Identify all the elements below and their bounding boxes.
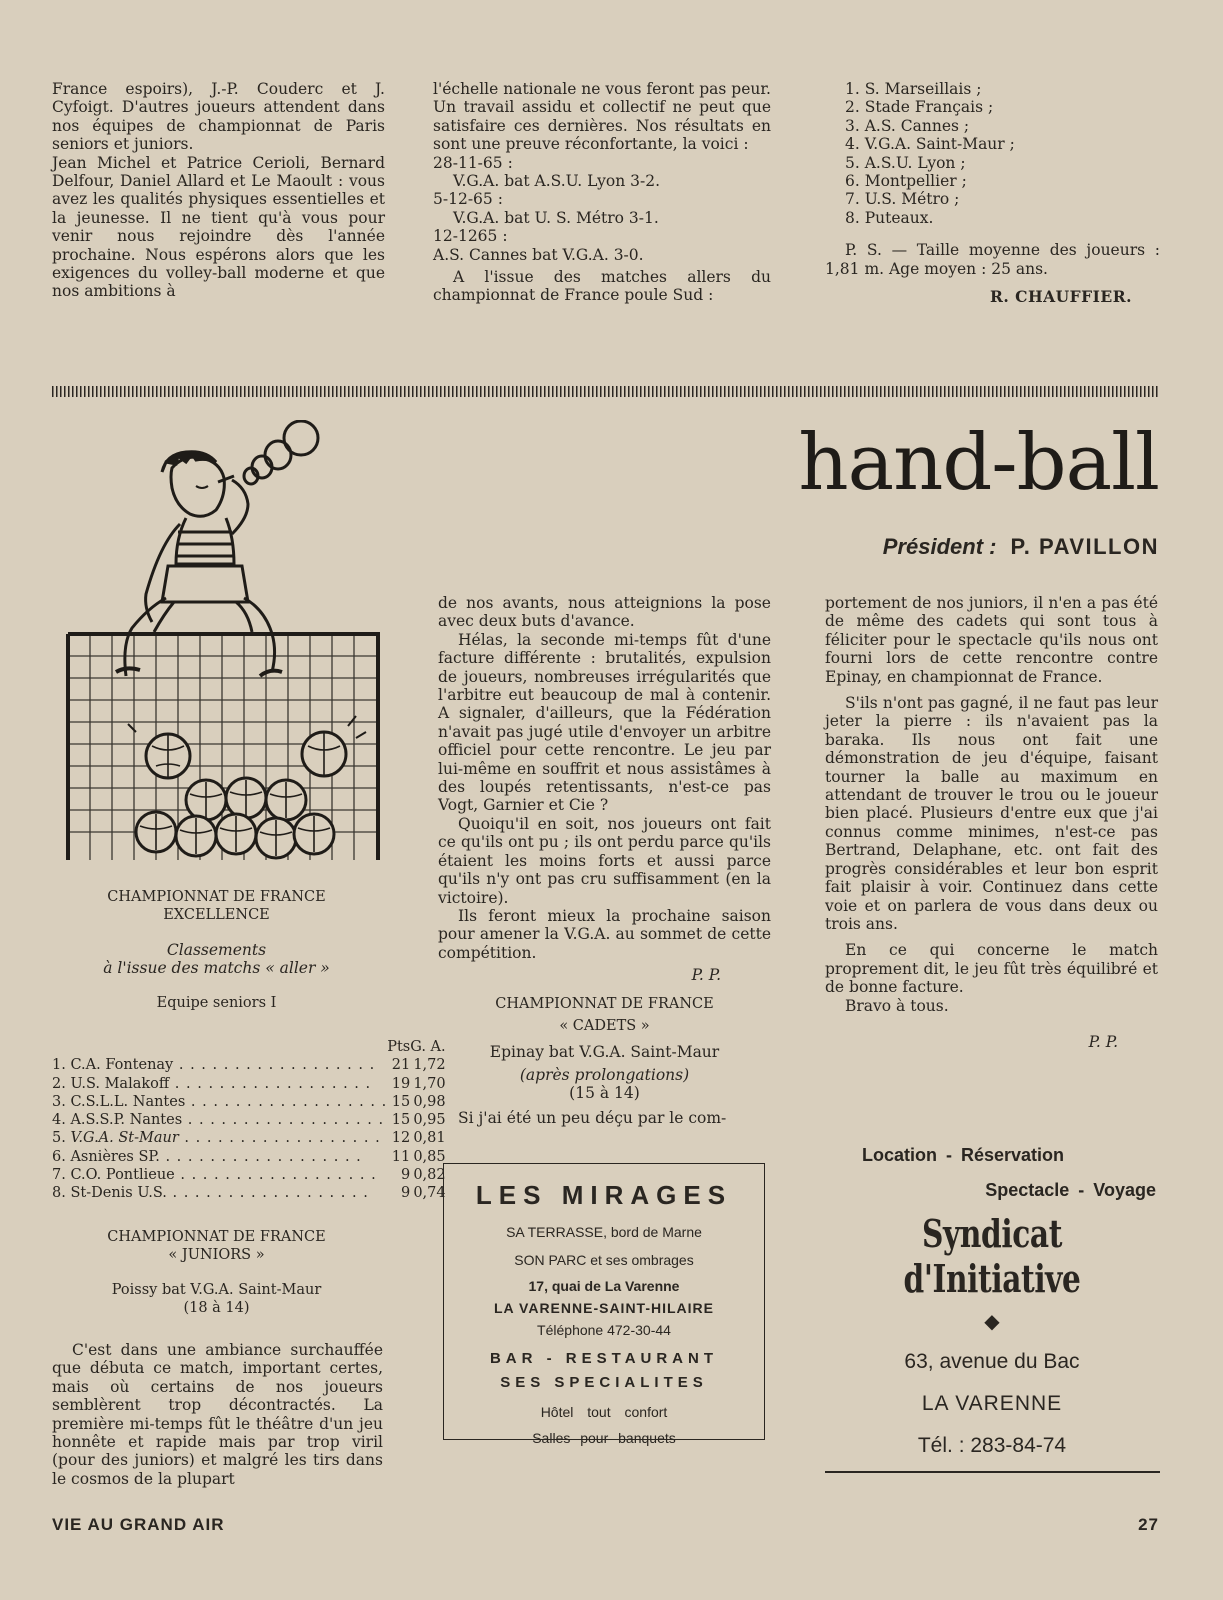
cadets-score: (15 à 14) xyxy=(569,1084,640,1103)
club-name: St-Denis U.S. xyxy=(70,1185,167,1202)
ad-mirages-phone: Téléphone 472-30-44 xyxy=(537,1322,671,1338)
ranking-item: 5. A.S.U. Lyon ; xyxy=(845,153,966,172)
table-row xyxy=(52,1166,446,1184)
ad-si-address: 63, avenue du Bac xyxy=(904,1350,1080,1373)
club-name: U.S. Malakoff xyxy=(70,1075,170,1092)
table-row xyxy=(52,1184,446,1202)
standings-table xyxy=(52,1038,446,1203)
points: 9 xyxy=(401,1185,411,1202)
goal-average: 0,82 xyxy=(413,1167,446,1184)
points: 11 xyxy=(391,1148,411,1165)
club-name: A.S.S.P. Nantes xyxy=(70,1112,183,1129)
ad-si-line-1: Location - Réservation xyxy=(862,1145,1065,1165)
cadets-result: Epinay bat V.G.A. Saint-Maur xyxy=(489,1043,720,1062)
ad-mirages-line: Salles pour banquets xyxy=(532,1430,676,1446)
top-signature: R. CHAUFFIER. xyxy=(989,287,1132,307)
ad-mirages-line: LA VARENNE-SAINT-HILAIRE xyxy=(494,1300,714,1316)
ad-mirages-line: SON PARC et ses ombrages xyxy=(514,1252,694,1268)
points: 9 xyxy=(401,1167,411,1184)
goal-average: 0,98 xyxy=(413,1093,446,1110)
ad-si-name: Syndicat d'Initiative xyxy=(903,1211,1081,1301)
right-column xyxy=(825,594,1158,1051)
ad-si-line-2: Spectacle - Voyage xyxy=(985,1180,1156,1200)
goal-average: 0,95 xyxy=(413,1112,446,1129)
ad-les-mirages xyxy=(443,1163,765,1446)
rank: 2. xyxy=(52,1075,66,1092)
ad-mirages-line: Hôtel tout confort xyxy=(540,1404,668,1420)
standings-subtitle-2: à l'issue des matchs « aller » xyxy=(103,959,330,978)
result-date-1: 28-11-65 : xyxy=(433,153,513,172)
ad-mirages-line: SA TERRASSE, bord de Marne xyxy=(506,1224,702,1240)
points: 15 xyxy=(391,1112,411,1129)
right-signature: P. P. xyxy=(1088,1032,1118,1051)
hatched-divider xyxy=(52,386,1158,397)
diamond-icon: ◆ xyxy=(984,1311,1000,1333)
ad-si-phone: Tél. : 283-84-74 xyxy=(917,1434,1067,1457)
result-line-1: V.G.A. bat A.S.U. Lyon 3-2. xyxy=(453,172,661,191)
ranking-item: 2. Stade Français ; xyxy=(845,98,994,117)
footer-publication: VIE AU GRAND AIR xyxy=(52,1515,225,1534)
ps-note: P. S. — Taille moyenne des joueurs : 1,81 m. Age moyen : 25 ans. xyxy=(825,241,1160,278)
goal-average: 1,72 xyxy=(413,1057,446,1074)
col-header-ga: G. A. xyxy=(410,1039,446,1055)
col-header-pts: Pts xyxy=(387,1039,411,1055)
result-line-2: V.G.A. bat U. S. Métro 3-1. xyxy=(453,208,659,227)
result-line-3: A.S. Cannes bat V.G.A. 3-0. xyxy=(433,245,644,264)
table-row xyxy=(52,1093,446,1111)
points: 21 xyxy=(391,1057,411,1074)
table-row xyxy=(52,1148,446,1166)
top-col1-para-2: Jean Michel et Patrice Cerioli, Bernard Delfour, Daniel Allard et Le Maoult : vous avez les qualités physiques essentielles et la jeunesse. Il ne tient qu'à vous pour venir nous rejoindre dès l'année prochaine. Nous espérons alors que les exigences du volley-ball moderne et que nos ambitions à xyxy=(52,153,385,301)
table-row xyxy=(52,1111,446,1129)
right-para-4: Bravo à tous. xyxy=(845,996,949,1015)
goal-average: 0,74 xyxy=(413,1185,446,1202)
ad-mirages-line: 17, quai de La Varenne xyxy=(528,1278,680,1294)
juniors-result: Poissy bat V.G.A. Saint-Maur xyxy=(111,1281,322,1298)
ad-mirages-name: LES MIRAGES xyxy=(475,1180,733,1210)
table-row xyxy=(52,1056,446,1074)
juniors-heading-1: CHAMPIONNAT DE FRANCE xyxy=(107,1229,326,1245)
top-column-2 xyxy=(433,80,771,305)
juniors-block xyxy=(50,1228,383,1318)
club-name: Asnières SP. xyxy=(70,1148,160,1165)
middle-column xyxy=(438,594,771,1127)
table-row xyxy=(52,1129,446,1147)
left-column xyxy=(50,888,383,1012)
president-name: P. PAVILLON xyxy=(1010,534,1159,559)
top-col2-intro: l'échelle nationale ne vous feront pas peur. Un travail assidu et collectif ne peut que satisfaire ces dernières. Nos résultats en sont une preuve réconfortante, la voici : xyxy=(433,80,771,154)
goal-average: 0,85 xyxy=(413,1148,446,1165)
middle-para-5: Si j'ai été un peu déçu par le com- xyxy=(458,1108,727,1127)
cadets-note: (après prolongations) xyxy=(519,1065,690,1084)
top-column-1 xyxy=(52,80,385,301)
club-name: C.S.L.L. Nantes xyxy=(70,1093,186,1110)
club-name: C.O. Pontlieue xyxy=(70,1167,175,1184)
top-column-3 xyxy=(825,80,1160,306)
rank: 7. xyxy=(52,1167,66,1184)
juniors-score: (18 à 14) xyxy=(183,1300,250,1317)
middle-signature: P. P. xyxy=(691,966,721,985)
rank: 5. xyxy=(52,1130,66,1147)
ad-mirages-line: BAR - RESTAURANT xyxy=(489,1350,719,1367)
handball-cartoon-illustration xyxy=(56,420,396,865)
ranking-item: 3. A.S. Cannes ; xyxy=(845,116,970,135)
ranking-item: 1. S. Marseillais ; xyxy=(845,80,982,98)
rank: 6. xyxy=(52,1148,66,1165)
page-number: 27 xyxy=(1138,1515,1159,1534)
right-para-3: En ce qui concerne le match proprement dit, le jeu fût très équilibré et de bonne facture. xyxy=(825,941,1158,997)
top-col2-outro: A l'issue des matches allers du championnat de France poule Sud : xyxy=(433,268,771,305)
rank: 3. xyxy=(52,1093,66,1110)
excellence-heading-2: EXCELLENCE xyxy=(163,907,270,924)
standings-subtitle-1: Classements xyxy=(166,940,267,959)
ranking-item: 6. Montpellier ; xyxy=(845,172,967,191)
team-label: Equipe seniors I xyxy=(156,994,277,1011)
top-col1-para-1: France espoirs), J.-P. Couderc et J. Cyfoigt. D'autres joueurs attendent dans nos équipes de championnat de Paris seniors et juniors. xyxy=(52,80,385,154)
cadets-heading-2: « CADETS » xyxy=(559,1017,650,1034)
excellence-heading-1: CHAMPIONNAT DE FRANCE xyxy=(107,889,326,905)
ranking-item: 8. Puteaux. xyxy=(845,208,934,227)
rank: 8. xyxy=(52,1185,66,1202)
middle-para-3: Quoiqu'il en soit, nos joueurs ont fait ce qu'ils ont pu ; ils ont perdu parce qu'ils étaient les moins forts et aussi parce qu'ils n'y ont pas cru suffisamment (en la victoire). xyxy=(438,814,771,907)
ad-divider-rule xyxy=(825,1471,1160,1473)
section-title: hand-ball xyxy=(798,418,1159,508)
club-name: C.A. Fontenay xyxy=(70,1057,174,1074)
club-name: V.G.A. St-Maur xyxy=(70,1130,179,1147)
result-date-3: 12-1265 : xyxy=(433,227,508,246)
rank: 1. xyxy=(52,1057,66,1074)
points: 12 xyxy=(391,1130,411,1147)
points: 15 xyxy=(391,1093,411,1110)
ad-mirages-line: SES SPECIALITES xyxy=(500,1374,708,1391)
ad-si-town: LA VARENNE xyxy=(921,1392,1063,1415)
ranking-item: 7. U.S. Métro ; xyxy=(845,190,960,209)
points: 19 xyxy=(391,1075,411,1092)
right-para-2: S'ils n'ont pas gagné, il ne faut pas leur jeter la pierre : ils n'avaient pas la baraka. Ils nous ont fait une démonstration de jeu d'équipe, faisant tourner la balle au maximum en attendant de trouver le trou ou le joueur bien placé. Plusieurs d'entre eux que j'ai connus comme minimes, n'est-ce pas Bertrand, Delaphane, etc. ont fait des progrès considérables et leur bon esprit fait plaisir à voir. Continuez dans cette voie et on parlera de vous dans deux ou trois ans. xyxy=(825,694,1158,933)
juniors-article xyxy=(52,1341,383,1488)
middle-para-1: de nos avants, nous atteignions la pose avec deux buts d'avance. xyxy=(438,594,771,631)
juniors-article-text: C'est dans une ambiance surchauffée que débuta ce match, important certes, mais où certains de nos joueurs semblèrent trop décontractés. La première mi-temps fût le théâtre d'un jeu honnête et rapide mais par trop viril (pour des juniors) et malgré les tirs dans le cosmos de la plupart xyxy=(52,1341,383,1488)
juniors-heading-2: « JUNIORS » xyxy=(168,1247,265,1264)
ranking-item: 4. V.G.A. Saint-Maur ; xyxy=(845,135,1015,154)
cadets-block xyxy=(438,995,771,1103)
result-date-2: 5-12-65 : xyxy=(433,190,503,209)
president-line xyxy=(883,534,1159,560)
standings-header-row xyxy=(52,1038,446,1056)
middle-para-2: Hélas, la seconde mi-temps fût d'une facture différente : brutalités, expulsion de joueurs, nombreuses irrégularités que l'arbitre eut beaucoup de mal à contenir. A signaler, d'ailleurs, que la Fédération n'avait pas jugé utile d'envoyer un arbitre officiel pour cette rencontre. Le jeu par lui-même en souffrit et nous assistâmes à des loupés retentissants, n'est-ce pas Vogt, Garnier et Cie ? xyxy=(438,630,771,815)
right-para-1: portement de nos juniors, il n'en a pas été de même des cadets qui sont tous à féliciter pour le spectacle qu'ils nous ont fourni lors de cette rencontre contre Epinay, en championnat de France. xyxy=(825,594,1158,686)
goal-average: 1,70 xyxy=(413,1075,446,1092)
middle-para-4: Ils feront mieux la prochaine saison pour amener la V.G.A. au sommet de cette compétition. xyxy=(438,906,771,962)
president-label: Président : xyxy=(882,534,997,559)
cadets-heading-1: CHAMPIONNAT DE FRANCE xyxy=(495,995,714,1012)
table-row xyxy=(52,1075,446,1093)
rank: 4. xyxy=(52,1112,66,1129)
goal-average: 0,81 xyxy=(413,1130,446,1147)
ad-syndicat-initiative xyxy=(822,1145,1162,1458)
